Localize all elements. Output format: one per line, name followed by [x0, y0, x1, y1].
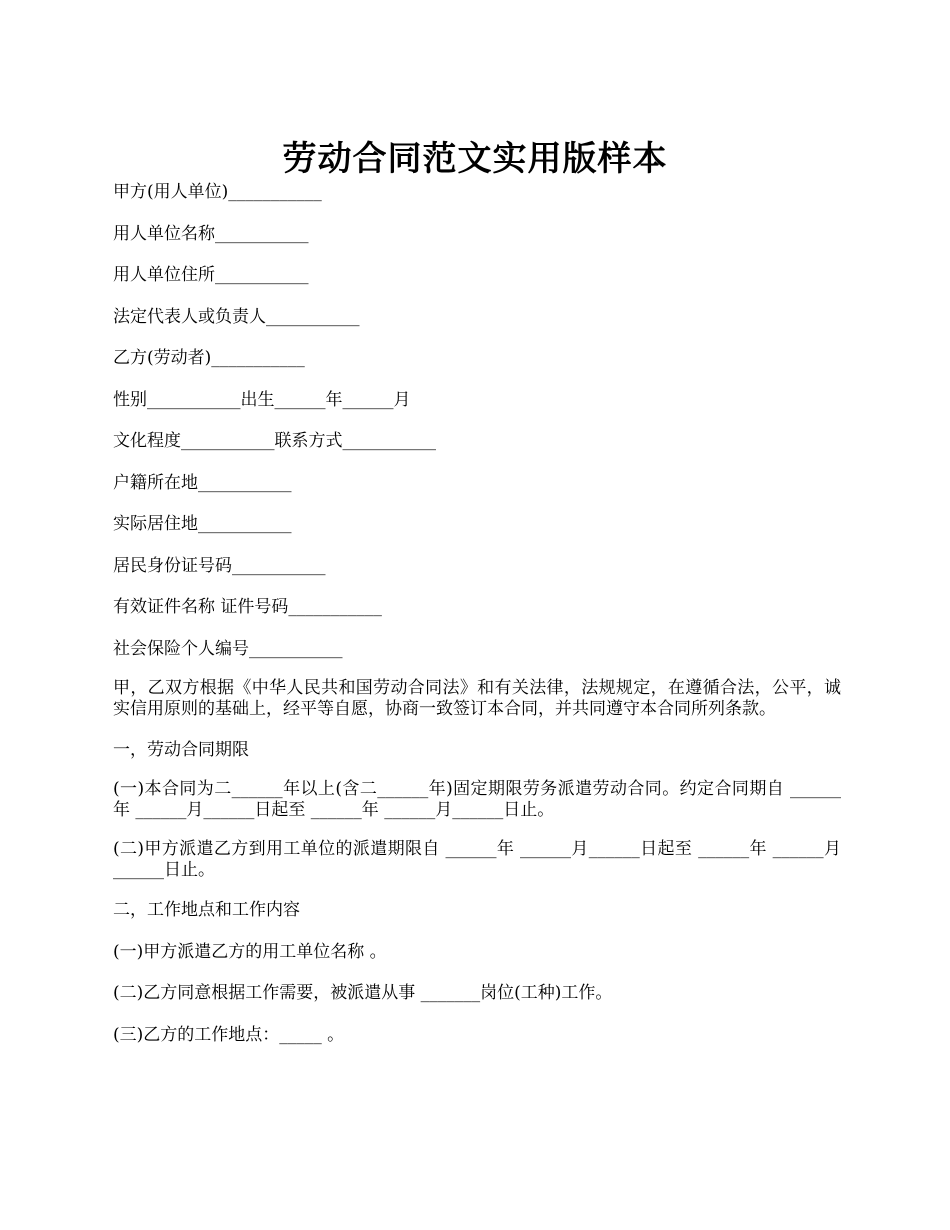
- social-insurance-line: 社会保险个人编号___________: [113, 638, 343, 659]
- employer-name-line: 用人单位名称___________: [113, 223, 309, 244]
- intro-paragraph: 甲，乙双方根据《中华人民共和国劳动合同法》和有关法律，法规规定，在遵循合法，公平，诚实信用原则的基础上，经平等自愿，协商一致签订本合同，并共同遵守本合同所列条款。: [113, 678, 841, 719]
- section-1-heading: 一，劳动合同期限: [113, 739, 249, 760]
- contract-body: [113, 180, 841, 1064]
- id-number-line: 居民身份证号码___________: [113, 555, 326, 576]
- section-2-item-2: (二)乙方同意根据工作需要，被派遣从事 _______岗位(工种)工作。: [113, 983, 613, 1003]
- valid-certificate-line: 有效证件名称 证件号码___________: [113, 597, 382, 617]
- actual-residence-line: 实际居住地___________: [113, 514, 292, 534]
- document-title: 劳动合同范文实用版样本: [282, 138, 668, 179]
- household-registration-line: 户籍所在地___________: [113, 472, 292, 493]
- education-contact-line: 文化程度___________联系方式___________: [113, 431, 436, 451]
- section-1-item-1: (一)本合同为二______年以上(含二______年)固定期限劳务派遣劳动合同。约定合同期自 ______年 ______月______日起至 ______年 ______月______日止。: [113, 779, 841, 820]
- gender-birth-line: 性别___________出生______年______月: [113, 389, 411, 410]
- section-1-item-2: (二)甲方派遣乙方到用工单位的派遣期限自 ______年 ______月______日起至 ______年 ______月______日止。: [113, 838, 841, 880]
- party-b-line: 乙方(劳动者)___________: [113, 348, 305, 368]
- employer-address-line: 用人单位住所___________: [113, 265, 309, 285]
- legal-representative-line: 法定代表人或负责人___________: [113, 306, 360, 327]
- section-2-heading: 二，工作地点和工作内容: [113, 900, 300, 920]
- party-a-line: 甲方(用人单位)___________: [113, 182, 322, 202]
- section-2-item-1: (一)甲方派遣乙方的用工单位名称 。: [113, 941, 387, 962]
- section-2-item-3: (三)乙方的工作地点：_____ 。: [113, 1024, 345, 1045]
